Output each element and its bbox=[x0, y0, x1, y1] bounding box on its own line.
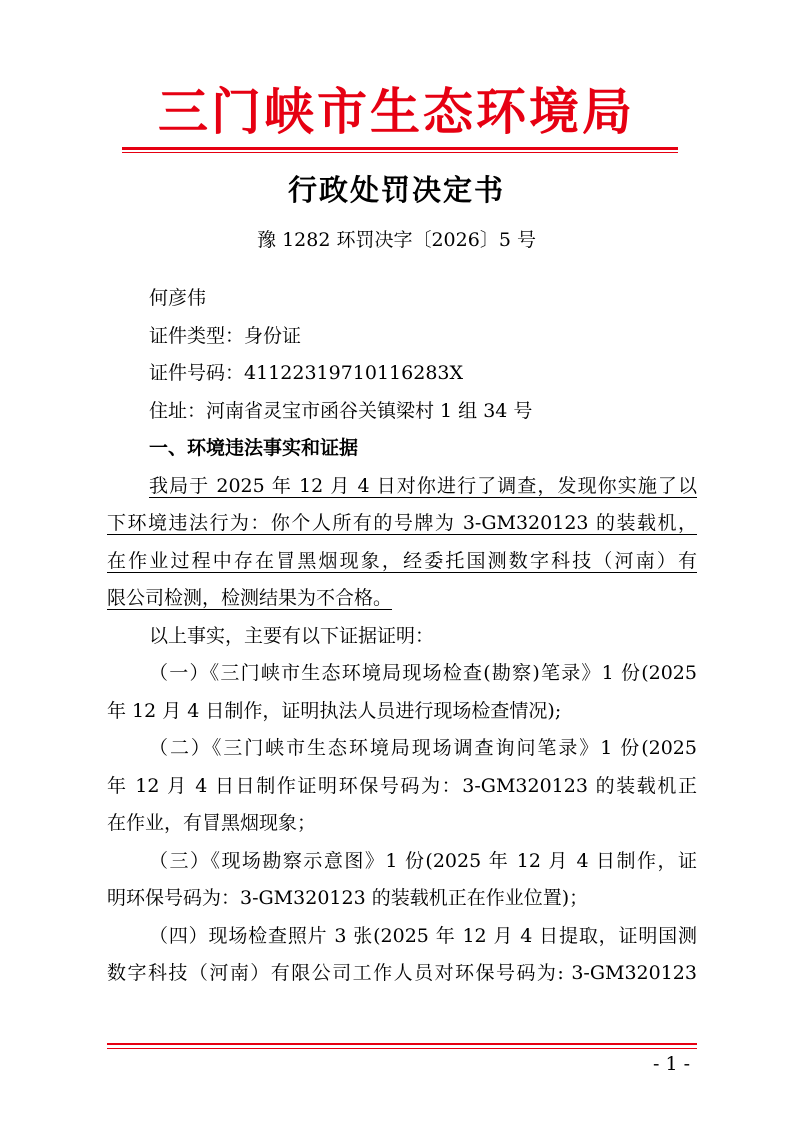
evidence-line: 在作业，有冒黑烟现象； bbox=[107, 812, 317, 834]
evidence-line: 明环保号码为：3-GM320123 的装载机正在作业位置)； bbox=[107, 887, 589, 909]
header-red-rule-thin bbox=[122, 152, 678, 153]
facts-line: 下环境违法行为：你个人所有的号牌为 3-GM320123 的装载机， bbox=[107, 512, 697, 534]
party-id-number: 证件号码：41122319710116283X bbox=[149, 362, 464, 384]
evidence-line: 年 12 月 4 日日制作证明环保号码为：3-GM320123 的装载机正 bbox=[107, 774, 697, 797]
facts-line: 在作业过程中存在冒黑烟现象，经委托国测数字科技（河南）有 bbox=[107, 549, 697, 572]
facts-line: 限公司检测，检测结果为不合格。 bbox=[107, 587, 393, 609]
footer-red-rule bbox=[107, 1043, 697, 1045]
party-id-type: 证件类型：身份证 bbox=[149, 324, 302, 347]
evidence-line: 数字科技（河南）有限公司工作人员对环保号码为: 3-GM320123 bbox=[107, 962, 697, 984]
facts-line: 我局于 2025 年 12 月 4 日对你进行了调查，发现你实施了以 bbox=[149, 474, 697, 497]
party-address: 住址：河南省灵宝市函谷关镇梁村 1 组 34 号 bbox=[149, 399, 533, 422]
section-heading-facts: 一、环境违法事实和证据 bbox=[149, 437, 359, 459]
header-red-rule bbox=[122, 147, 678, 150]
evidence-line: 年 12 月 4 日制作，证明执法人员进行现场检查情况); bbox=[107, 699, 562, 722]
evidence-line: （三）《现场勘察示意图》1 份(2025 年 12 月 4 日制作，证 bbox=[149, 849, 697, 872]
page-number: - 1 - bbox=[652, 1053, 690, 1075]
document-body bbox=[107, 280, 697, 993]
agency-title: 三门峡市生态环境局 bbox=[158, 82, 635, 141]
document-number: 豫 1282 环罚决字〔2026〕5 号 bbox=[257, 229, 536, 251]
evidence-line: （四）现场检查照片 3 张(2025 年 12 月 4 日提取，证明国测 bbox=[149, 924, 697, 947]
evidence-line: （二）《三门峡市生态环境局现场调查询问笔录》1 份(2025 bbox=[149, 737, 697, 759]
evidence-line: （一）《三门峡市生态环境局现场检查(勘察)笔录》1 份(2025 bbox=[149, 662, 697, 684]
party-name: 何彦伟 bbox=[149, 287, 207, 309]
document-title: 行政处罚决定书 bbox=[287, 173, 505, 207]
footer-red-rule-thin bbox=[107, 1048, 697, 1049]
evidence-intro: 以上事实，主要有以下证据证明： bbox=[149, 624, 435, 647]
